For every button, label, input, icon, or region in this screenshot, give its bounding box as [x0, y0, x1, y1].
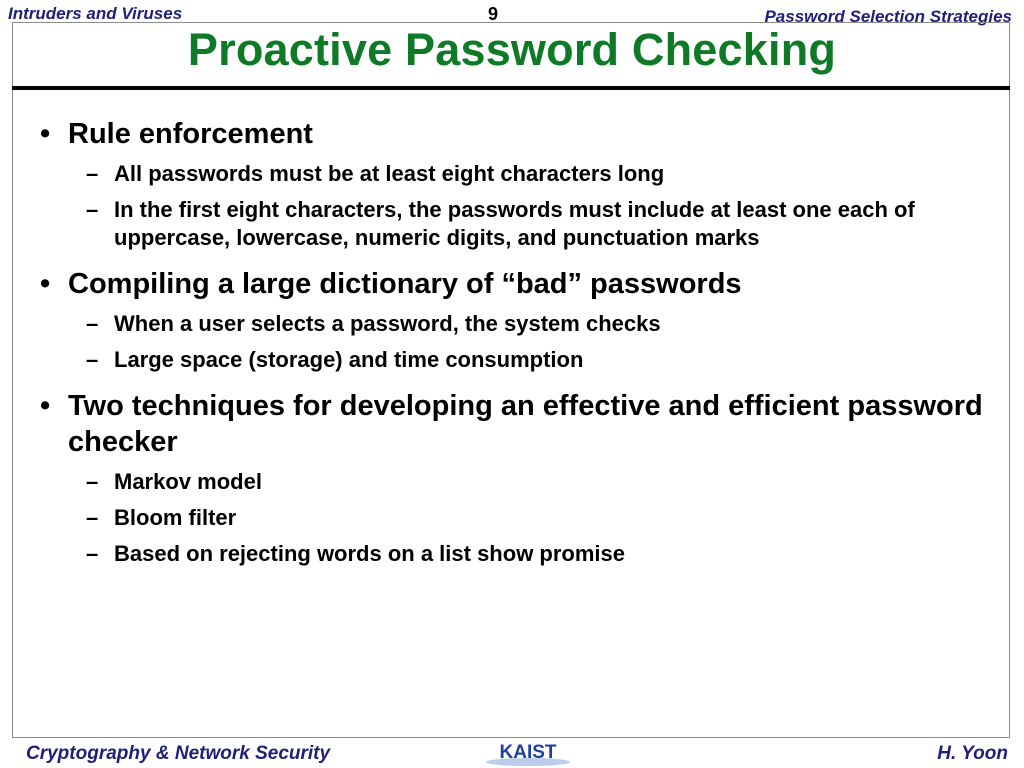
dash-marker: –	[86, 347, 99, 372]
sub-bullet-text: Markov model	[114, 469, 262, 494]
dash-marker: –	[86, 505, 99, 530]
sub-bullet-text: Based on rejecting words on a list show promise	[114, 541, 625, 566]
bullet-marker: •	[40, 390, 51, 422]
dash-marker: –	[86, 197, 99, 222]
bullet-two-techniques	[30, 388, 990, 460]
dash-marker: –	[86, 311, 99, 336]
bullet-text: Rule enforcement	[68, 118, 313, 150]
sub-bullet	[30, 346, 990, 374]
footer-author: H. Yoon	[937, 743, 1008, 764]
bullet-text: Compiling a large dictionary of “bad” passwords	[68, 268, 742, 300]
sub-bullet-text: When a user selects a password, the system checks	[114, 311, 661, 336]
bullet-marker: •	[40, 118, 51, 150]
footer-course: Cryptography & Network Security	[26, 743, 331, 764]
bullet-rule-enforcement	[30, 116, 990, 152]
sub-bullet	[30, 468, 990, 496]
sub-bullet	[30, 540, 990, 568]
sub-bullet-text: Bloom filter	[114, 505, 237, 530]
slide-title: Proactive Password Checking	[187, 24, 837, 75]
dash-marker: –	[86, 541, 99, 566]
kaist-logo-text: KAIST	[499, 742, 557, 763]
sub-bullet	[30, 196, 990, 252]
dash-marker: –	[86, 469, 99, 494]
sub-bullet	[30, 310, 990, 338]
bullet-text: Two techniques for developing an effective and efficient password checker	[68, 390, 983, 458]
sub-bullet	[30, 504, 990, 532]
bullet-bad-passwords	[30, 266, 990, 302]
kaist-logo	[484, 740, 572, 768]
sub-bullet-text: All passwords must be at least eight characters long	[114, 161, 665, 186]
page-number: 9	[488, 4, 499, 24]
dash-marker: –	[86, 161, 99, 186]
header-right: Password Selection Strategies	[764, 7, 1012, 26]
bullet-marker: •	[40, 268, 51, 300]
sub-bullet	[30, 160, 990, 188]
slide-content	[30, 116, 990, 568]
sub-bullet-text: Large space (storage) and time consumption	[114, 347, 584, 372]
sub-bullet-text: In the first eight characters, the passwords must include at least one each of uppercase, lowercase, numeric digits, and punctuation marks	[114, 197, 915, 250]
header-left: Intruders and Viruses	[8, 4, 183, 23]
title-divider	[12, 86, 1010, 90]
